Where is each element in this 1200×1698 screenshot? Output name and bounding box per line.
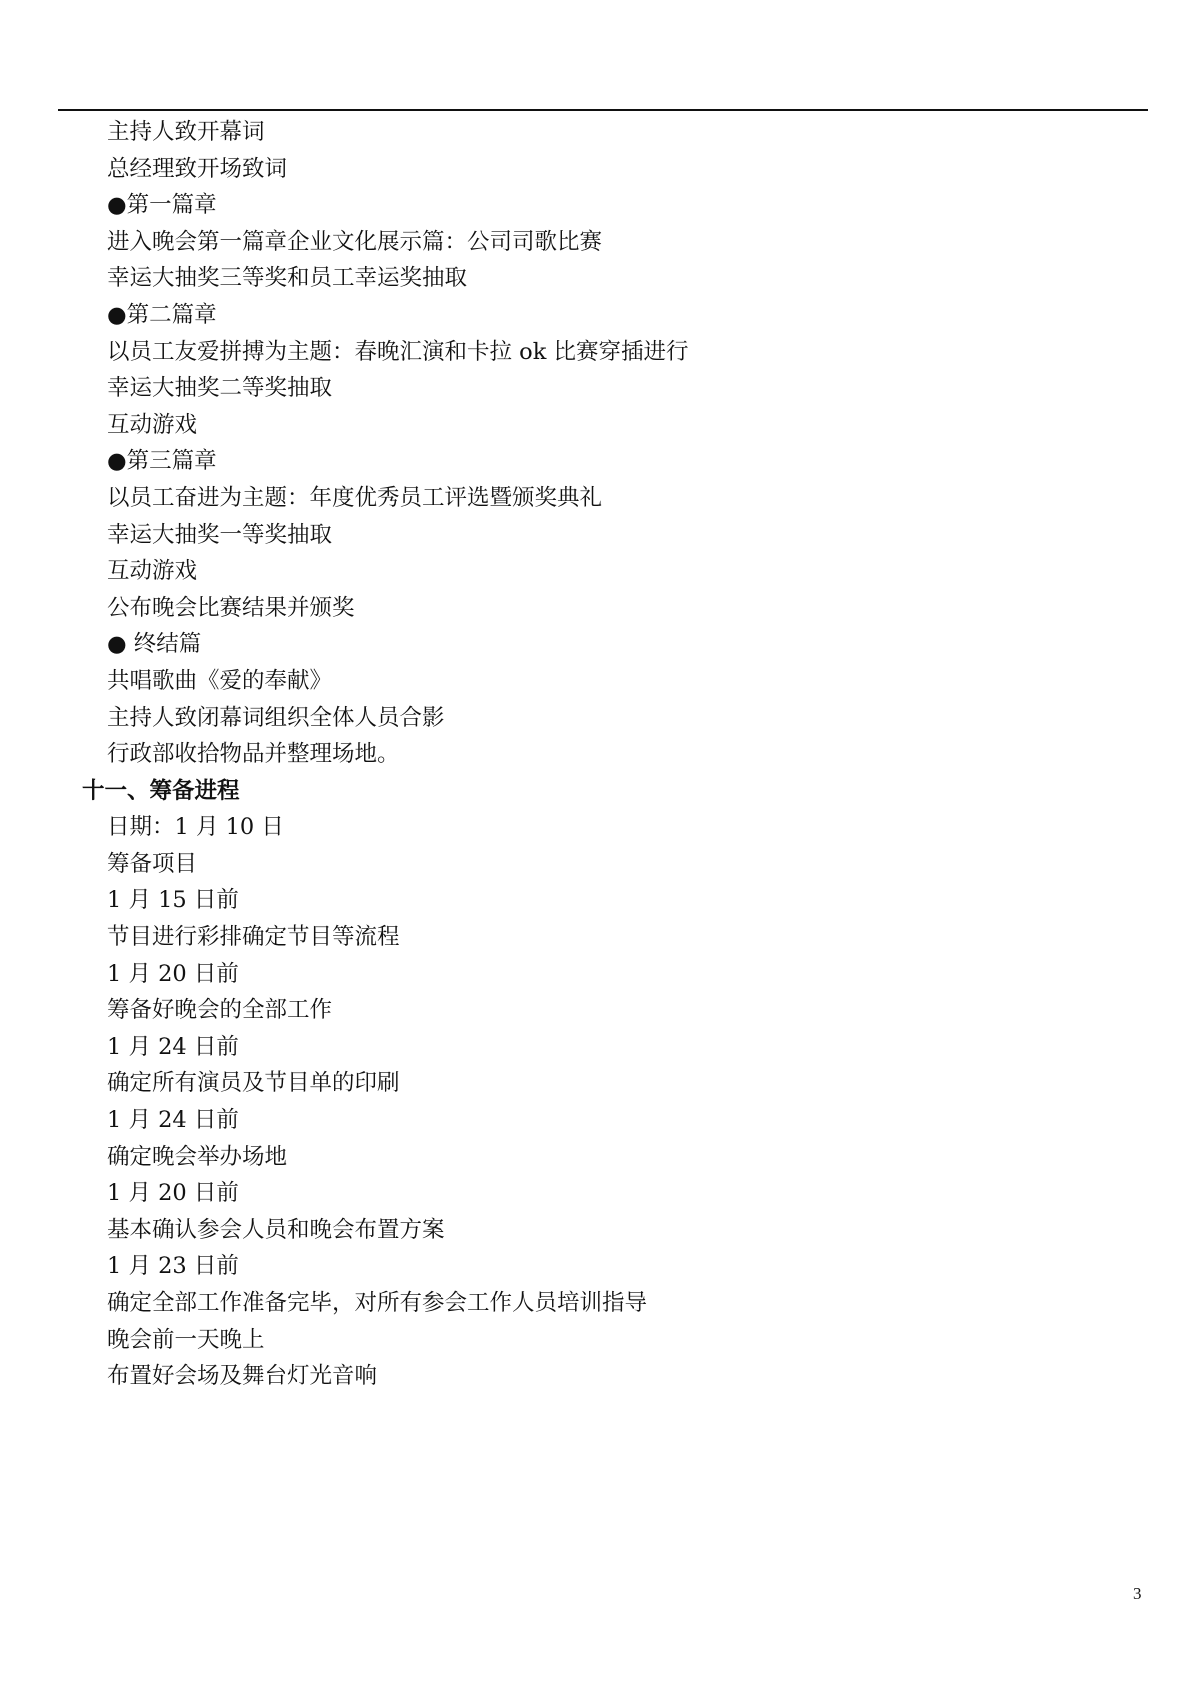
text-line: 确定全部工作准备完毕，对所有参会工作人员培训指导 [107,1290,648,1316]
text-line: 确定晚会举办场地 [107,1143,288,1170]
text-line: 主持人致开幕词 [107,119,265,145]
text-line: 公布晚会比赛结果并颁奖 [107,594,355,621]
text-line: 幸运大抽奖三等奖和员工幸运奖抽取 [107,265,468,292]
text-line: 以员工友爱拼搏为主题：春晚汇演和卡拉 ok 比赛穿插进行 [107,338,689,365]
text-line: 互动游戏 [107,558,198,585]
text-line: 晚会前一天晚上 [107,1326,265,1353]
text-line: 互动游戏 [107,411,198,438]
text-line: 1 月 20 日前 [107,1180,239,1207]
text-line: 1 月 20 日前 [107,960,239,987]
text-line: 日期：1 月 10 日 [107,814,284,841]
text-line: 主持人致闭幕词组织全体人员合影 [107,704,445,731]
text-line: 基本确认参会人员和晚会布置方案 [107,1216,445,1243]
text-line: 行政部收拾物品并整理场地。 [107,741,400,768]
bullet-item: ●第一篇章 [107,192,217,219]
text-line: 1 月 15 日前 [107,887,239,914]
text-line: 共唱歌曲《爱的奉献》 [107,667,333,694]
page-number: 3 [1133,1584,1142,1603]
text-line: 进入晚会第一篇章企业文化展示篇：公司司歌比赛 [107,228,603,255]
bullet-item: ●第二篇章 [107,301,217,328]
text-line: 布置好会场及舞台灯光音响 [107,1363,378,1390]
document-body [0,114,1200,1395]
bullet-item: ●第三篇章 [107,448,217,475]
text-line: 以员工奋进为主题：年度优秀员工评选暨颁奖典礼 [107,484,603,511]
text-line: 筹备好晚会的全部工作 [107,997,333,1024]
text-line: 1 月 24 日前 [107,1033,239,1060]
bullet-item: ● 终结篇 [107,631,202,658]
text-line: 1 月 24 日前 [107,1107,239,1134]
text-line: 筹备项目 [107,850,198,877]
text-line: 幸运大抽奖一等奖抽取 [107,521,333,548]
header-rule [58,109,1148,111]
text-line: 1 月 23 日前 [107,1253,239,1280]
section-heading: 十一、筹备进程 [82,777,240,804]
text-line: 总经理致开场致词 [107,155,288,182]
text-line: 确定所有演员及节目单的印刷 [107,1070,400,1097]
text-line: 幸运大抽奖二等奖抽取 [107,375,333,402]
text-line: 节目进行彩排确定节目等流程 [107,924,400,951]
